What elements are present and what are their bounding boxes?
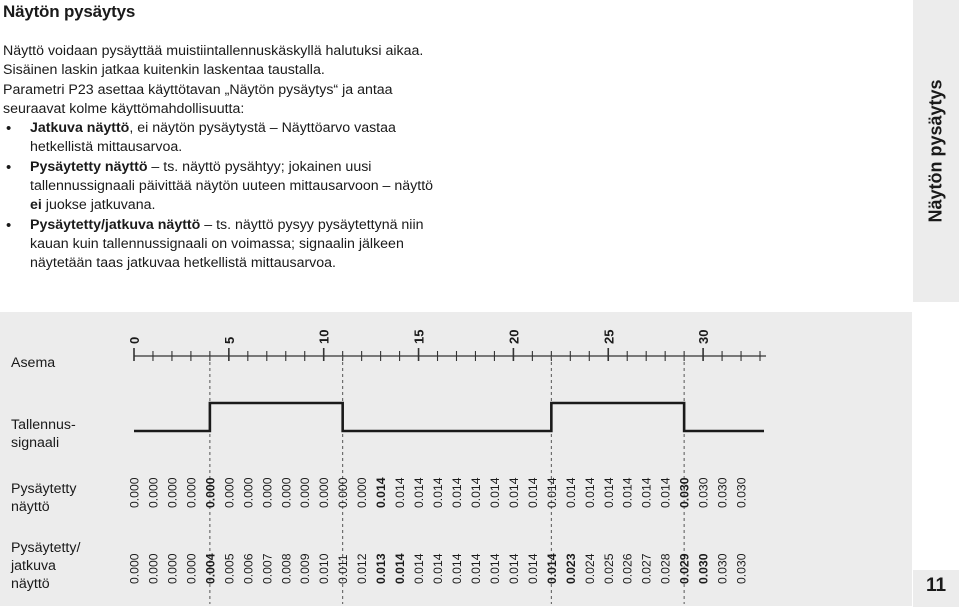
page-title: Näytön pysäytys <box>3 2 136 21</box>
frozen-display-value: 0.014 <box>449 477 464 508</box>
frozen-continuous-display-value: 0.000 <box>146 553 161 584</box>
frozen-continuous-display-value: 0.030 <box>734 553 749 584</box>
frozen-continuous-display-value: 0.012 <box>355 553 370 584</box>
frozen-display-value: 0.000 <box>127 477 142 508</box>
frozen-display-value: 0.000 <box>298 477 313 508</box>
row-label-frozen-continuous <box>11 539 80 593</box>
row-label-fc-line1: Pysäytetty/ <box>11 540 81 556</box>
frozen-display-value: 0.014 <box>468 477 483 508</box>
frozen-display-value: 0.000 <box>279 477 294 508</box>
parameter-paragraph: Parametri P23 asettaa käyttötavan „Näytön pysäytys“ ja antaa seuraavat kolme käyttömahdollisuutta: <box>3 81 393 117</box>
frozen-continuous-display-value: 0.014 <box>412 553 427 584</box>
frozen-continuous-display-value: 0.030 <box>715 553 730 584</box>
list-item-frozen-continuous <box>3 216 443 274</box>
row-label-fc-line2: jatkuva <box>11 558 56 574</box>
scale-label: 30 <box>696 329 712 344</box>
frozen-continuous-display-value: 0.014 <box>431 553 446 584</box>
frozen-display-value: 0.030 <box>715 477 730 508</box>
term-frozen-continuous: Pysäytetty/jatkuva näyttö <box>30 216 201 233</box>
frozen-display-value: 0.014 <box>563 477 578 508</box>
frozen-display-value: 0.030 <box>696 477 711 508</box>
timing-diagram-graphic <box>0 312 912 606</box>
frozen-display-value: 0.014 <box>544 477 559 508</box>
frozen-display-value: 0.014 <box>525 477 540 508</box>
frozen-continuous-display-value: 0.014 <box>468 553 483 584</box>
frozen-continuous-display-value: 0.014 <box>487 553 502 584</box>
scale-label: 15 <box>411 329 427 344</box>
frozen-continuous-display-value: 0.014 <box>506 553 521 584</box>
side-tab-label: Näytön pysäytys <box>925 79 946 223</box>
frozen-display-value: 0.014 <box>412 477 427 508</box>
frozen-continuous-display-value: 0.014 <box>544 553 559 584</box>
scale-label: 5 <box>221 336 237 344</box>
term-continuous: Jatkuva näyttö <box>30 120 130 137</box>
frozen-continuous-display-value: 0.010 <box>317 553 332 584</box>
frozen-continuous-display-value: 0.029 <box>677 553 692 584</box>
frozen-display-value: 0.000 <box>203 477 218 508</box>
frozen-continuous-display-value: 0.005 <box>222 553 237 584</box>
frozen-continuous-display-value: 0.024 <box>582 553 597 584</box>
frozen-continuous-display-value: 0.004 <box>203 553 218 584</box>
frozen-continuous-display-value: 0.014 <box>525 553 540 584</box>
desc-frozen-emphasis: ei <box>30 197 42 214</box>
row-label-fc-line3: näyttö <box>11 576 50 592</box>
frozen-continuous-display-value: 0.028 <box>658 553 673 584</box>
scale-label: 25 <box>601 329 617 344</box>
frozen-continuous-display-value: 0.014 <box>449 553 464 584</box>
frozen-display-value: 0.000 <box>184 477 199 508</box>
timing-diagram <box>0 312 912 606</box>
frozen-display-value: 0.000 <box>336 477 351 508</box>
frozen-continuous-display-value: 0.013 <box>374 553 389 584</box>
desc-continuous: , ei näytön pysäytystä – Näyttöarvo vastaa hetkellistä mittausarvoa. <box>30 120 396 156</box>
frozen-display-value: 0.000 <box>241 477 256 508</box>
frozen-display-value: 0.014 <box>620 477 635 508</box>
row-label-frozen-line2: näyttö <box>11 499 50 515</box>
frozen-display-value: 0.000 <box>355 477 370 508</box>
frozen-display-value: 0.000 <box>146 477 161 508</box>
frozen-display-value: 0.014 <box>506 477 521 508</box>
list-item-continuous <box>3 119 443 158</box>
row-label-position: Asema <box>11 355 56 371</box>
body-text <box>3 42 443 274</box>
row-label-signal-line1: Tallennus- <box>11 417 76 433</box>
frozen-display-value: 0.014 <box>658 477 673 508</box>
frozen-display-value: 0.014 <box>374 477 389 508</box>
desc-frozen-b: juokse jatkuvana. <box>41 197 156 214</box>
frozen-display-value: 0.000 <box>165 477 180 508</box>
scale-label: 0 <box>127 336 142 344</box>
row-label-frozen-line1: Pysäytetty <box>11 481 77 497</box>
frozen-continuous-display-value: 0.008 <box>279 553 294 584</box>
frozen-continuous-display-value: 0.014 <box>393 553 408 584</box>
row-label-signal <box>11 416 76 452</box>
frozen-continuous-display-value: 0.011 <box>336 554 351 584</box>
list-item-frozen <box>3 158 443 216</box>
signal-waveform <box>134 403 764 431</box>
frozen-continuous-display-value: 0.009 <box>298 553 313 584</box>
frozen-continuous-display-value: 0.026 <box>620 553 635 584</box>
frozen-continuous-display-value: 0.006 <box>241 553 256 584</box>
frozen-display-value: 0.014 <box>393 477 408 508</box>
mode-list <box>3 119 443 273</box>
row-label-frozen <box>11 480 76 516</box>
frozen-display-value: 0.000 <box>317 477 332 508</box>
desc-frozen-continuous: – ts. näyttö pysyy pysäytettynä niin kauan kuin tallennussignaali on voimassa; signaalin jälkeen näytetään taas jatkuvaa hetkellistä mittausarvoa. <box>30 216 424 272</box>
frozen-display-value: 0.014 <box>601 477 616 508</box>
side-tab <box>913 0 959 302</box>
term-frozen: Pysäytetty näyttö <box>30 158 148 175</box>
page-number: 11 <box>925 575 947 596</box>
frozen-continuous-display-value: 0.007 <box>260 553 275 584</box>
frozen-display-value: 0.014 <box>639 477 654 508</box>
frozen-display-value: 0.014 <box>487 477 502 508</box>
frozen-continuous-display-value: 0.027 <box>639 553 654 584</box>
frozen-display-value: 0.014 <box>582 477 597 508</box>
scale-label: 20 <box>506 329 522 344</box>
frozen-display-value: 0.000 <box>222 477 237 508</box>
frozen-display-value: 0.030 <box>734 477 749 508</box>
frozen-continuous-display-value: 0.023 <box>563 553 578 584</box>
intro-paragraph: Näyttö voidaan pysäyttää muistiintallennuskäskyllä halutuksi aikaa. Sisäinen laskin jatkaa kuitenkin laskentaa taustalla. <box>3 43 424 79</box>
frozen-continuous-display-value: 0.000 <box>165 553 180 584</box>
scale-label: 10 <box>316 329 332 344</box>
frozen-continuous-display-value: 0.000 <box>127 553 142 584</box>
frozen-display-value: 0.030 <box>677 477 692 508</box>
frozen-display-value: 0.000 <box>260 477 275 508</box>
frozen-display-value: 0.014 <box>431 477 446 508</box>
row-label-signal-line2: signaali <box>11 435 60 451</box>
frozen-continuous-display-value: 0.025 <box>601 553 616 584</box>
page-number-box <box>913 570 959 607</box>
frozen-continuous-display-value: 0.000 <box>184 553 199 584</box>
desc-frozen-a: – ts. näyttö pysähtyy; jokainen uusi tallennussignaali päivittää näytön uuteen mittausarvoon – näyttö <box>30 158 434 195</box>
frozen-continuous-display-value: 0.030 <box>696 553 711 584</box>
